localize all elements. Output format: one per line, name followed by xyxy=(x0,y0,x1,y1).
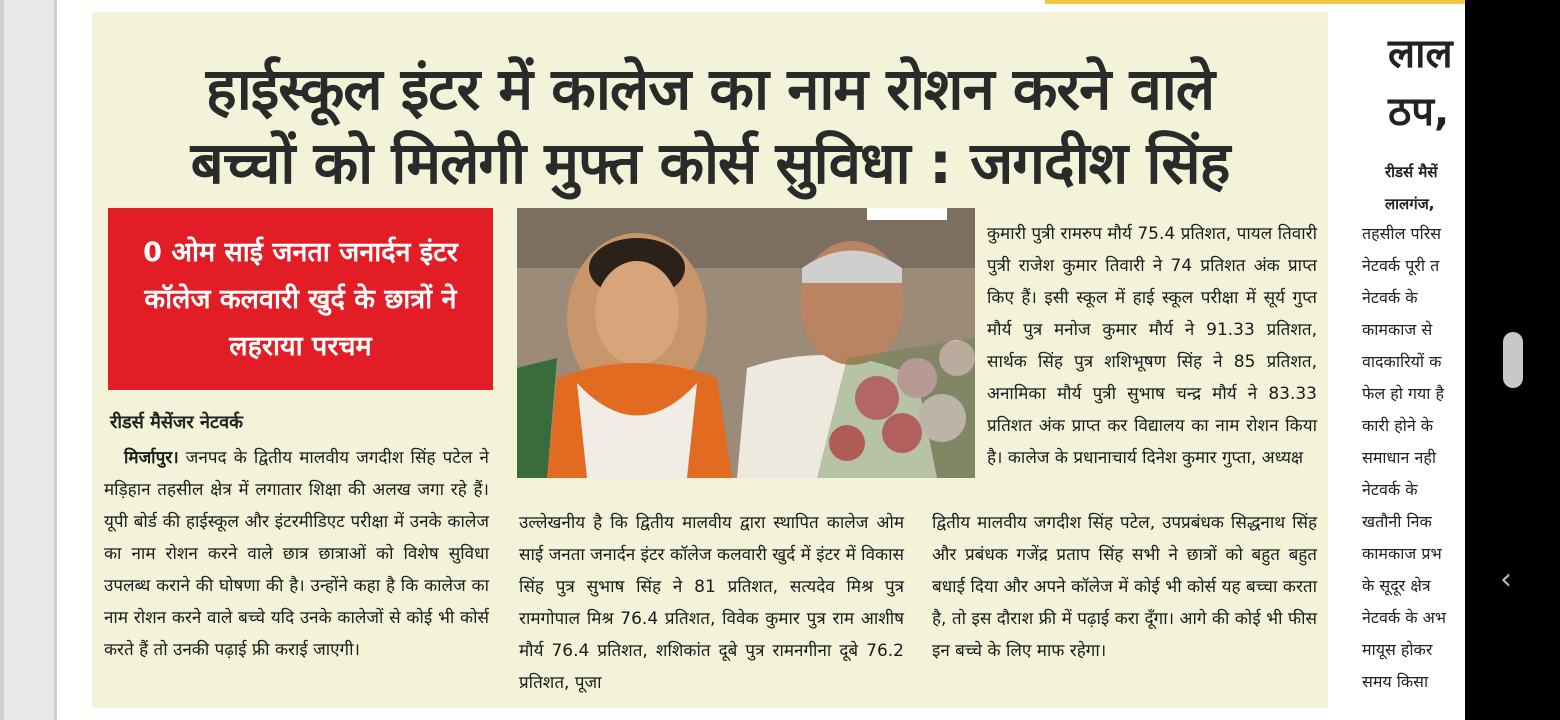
headline xyxy=(92,52,1328,200)
column-1-text: जनपद के द्वितीय मालवीय जगदीश सिंह पटेल ने मड़िहान तहसील क्षेत्र में लगातार शिक्षा की अलख जगा रहे हैं। यूपी बोर्ड की हाईस्कूल और इंटरमीडिएट परीक्षा में उनके कालेज का नाम रोशन करने वाले छात्र छात्राओं को विशेष सुविधा उपलब्ध कराने की घोषणा की है। उन्होंने कहा है कि कालेज का नाम रोशन करने वाले बच्चे यदि उनके कालेजों से कोई भी कोर्स करते हैं तो उनकी पढ़ाई फ्री कराई जाएगी। xyxy=(104,448,489,660)
adjacent-line: वादकारियों क xyxy=(1362,352,1442,371)
adjacent-line: समाधान नही xyxy=(1362,448,1436,467)
headline-line-2: बच्चों को मिलेगी मुफ्त कोर्स सुविधा : जगदीश सिंह xyxy=(190,129,1230,197)
news-photo xyxy=(517,208,975,478)
adjacent-line: नेटवर्क के xyxy=(1362,480,1418,499)
scrollbar-handle[interactable] xyxy=(1503,332,1523,388)
adjacent-line: खतौनी निक xyxy=(1362,512,1432,531)
adjacent-headline-line-1: लाल xyxy=(1388,31,1453,77)
adjacent-line: नेटवर्क के अभ xyxy=(1362,608,1447,627)
photo-illustration xyxy=(517,208,975,478)
adjacent-line: के सूदूर क्षेत्र xyxy=(1362,576,1431,595)
adjacent-line: नेटवर्क पूरी त xyxy=(1362,256,1440,275)
adjacent-dateline: लालगंज, xyxy=(1385,195,1435,213)
adjacent-line: कारी होने के xyxy=(1362,416,1434,435)
article-column-3-continued: द्वितीय मालवीय जगदीश सिंह पटेल, उपप्रबंधक सिद्धनाथ सिंह और प्रबंधक गजेंद्र प्रताप सिंह सभी ने छात्रों को बहुत बहुत बधाई दिया और अपने कॉलेज में कोई भी कोर्स यह बच्चा करता है, तो इस दौराश फ्री में पढ़ाई करा दूँगा। आगे की कोई भी फीस इन बच्चे के लिए माफ रहेगा। xyxy=(932,513,1317,661)
previous-page-edge xyxy=(0,0,55,720)
dateline: मिर्जापुर। xyxy=(124,448,179,468)
adjacent-line: नेटवर्क के xyxy=(1362,288,1418,307)
subhead-line-2: कॉलेज कलवारी खुर्द के छात्रों ने xyxy=(144,283,457,315)
subheadline-box xyxy=(108,208,493,390)
byline: रीडर्स मैसेंजर नेटवर्क xyxy=(110,412,243,433)
adjacent-line: कामकाज से xyxy=(1362,320,1433,339)
adjacent-byline xyxy=(1385,156,1438,220)
article-column-3: कुमारी पुत्री रामरुप मौर्य 75.4 प्रतिशत, पायल तिवारी पुत्री राजेश कुमार तिवारी ने 74 प्रतिशत अंक प्राप्त किए हैं। इसी स्कूल में हाई स्कूल परीक्षा में सूर्य गुप्त मौर्य पुत्र मनोज कुमार मौर्य ने 91.33 प्रतिशत, सार्थक सिंह पुत्र शशिभूषण सिंह ने 85 प्रतिशत, अनामिका मौर्य पुत्री सुभाष चन्द्र मौर्य ने 83.33 प्रतिशत अंक प्राप्त कर विद्यालय का नाम रोशन किया है। कालेज के प्रधानाचार्य दिनेश कुमार गुप्ता, अध्यक्ष xyxy=(987,224,1317,468)
adjacent-byline-text: रीडर्स मैसें xyxy=(1385,163,1438,181)
news-article xyxy=(92,12,1328,708)
adjacent-article xyxy=(1345,0,1465,720)
adjacent-headline-line-2: ठप, xyxy=(1388,89,1450,135)
headline-line-1: हाईस्कूल इंटर में कालेज का नाम रोशन करने वाले xyxy=(205,55,1215,123)
gutter xyxy=(57,0,92,720)
adjacent-line: समय किसा xyxy=(1362,672,1429,691)
adjacent-body xyxy=(1362,218,1446,698)
subhead-line-1: 0 ओम साई जनता जनार्दन इंटर xyxy=(143,236,458,268)
article-column-1 xyxy=(104,442,489,666)
adjacent-line: फेल हो गया है xyxy=(1362,384,1445,403)
article-column-2: उल्लेखनीय है कि द्वितीय मालवीय द्वारा स्थापित कालेज ओम साई जनता जनार्दन इंटर कॉलेज कलवारी खुर्द में इंटर में विकास सिंह पुत्र सुभाष सिंह ने 81 प्रतिशत, सत्यदेव मिश्र पुत्र रामगोपाल मिश्र 76.4 प्रतिशत, विवेक कुमार पुत्र राम आशीष मौर्य 76.4 प्रतिशत, शशिकांत दूबे पुत्र रामनगीना दूबे 76.2 प्रतिशत, पूजा xyxy=(519,513,904,693)
adjacent-headline xyxy=(1388,25,1453,141)
page-edge xyxy=(0,0,4,720)
adjacent-line: तहसील परिस xyxy=(1362,224,1442,243)
subhead-line-3: लहराया परचम xyxy=(229,330,372,362)
chevron-left-icon[interactable]: ‹ xyxy=(1500,562,1512,597)
adjacent-line: मायूस होकर xyxy=(1362,640,1433,659)
adjacent-line: कामकाज प्रभ xyxy=(1362,544,1442,563)
